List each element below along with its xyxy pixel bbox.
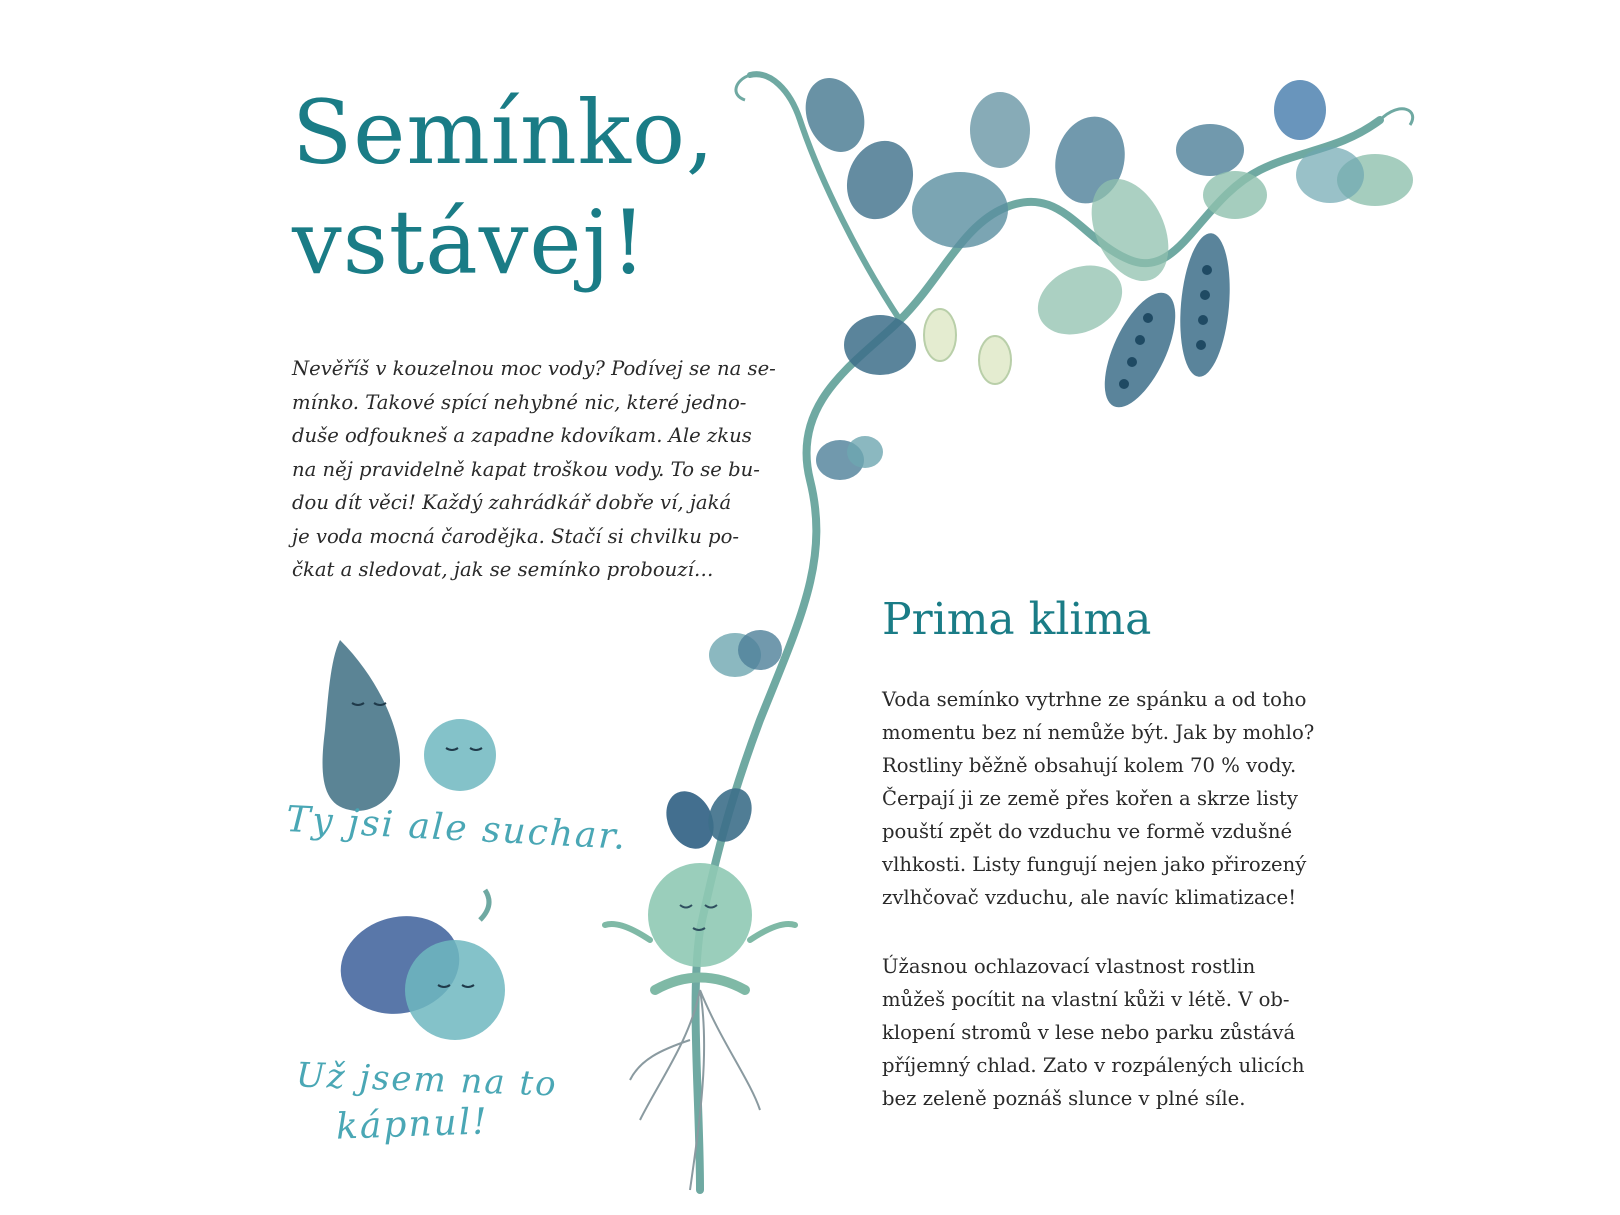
seed-character-sprouted	[405, 890, 505, 1040]
handwritten-caption: Už jsem na to	[295, 1055, 559, 1105]
body-paragraph	[882, 950, 1362, 1115]
intro-paragraph	[292, 352, 776, 587]
leaf	[847, 436, 883, 468]
paragraph-line: klopení stromů v lese nebo parku zůstává	[882, 1021, 1296, 1044]
paragraph-line: Voda semínko vytrhne ze spánku a od toho	[882, 688, 1307, 711]
page-title-line: vstávej!	[292, 191, 648, 294]
paragraph-line: momentu bez ní nemůže být. Jak by mohlo?	[882, 721, 1315, 744]
handwritten-caption: Ty jsi ale suchar.	[285, 799, 629, 858]
paragraph-line: můžeš pocítit na vlastní kůži v létě. V ob-	[882, 988, 1290, 1011]
page-title	[292, 78, 792, 298]
leaf	[844, 315, 916, 375]
paragraph-line: bez zeleně poznáš slunce v plné síle.	[882, 1087, 1246, 1110]
intro-line: Nevěříš v kouzelnou moc vody? Podívej se na se-	[292, 357, 776, 380]
pea-flower	[979, 336, 1011, 384]
paragraph-line: Rostliny běžně obsahují kolem 70 % vody.	[882, 754, 1297, 777]
seed-character-drop	[323, 640, 400, 811]
seed-character-round	[424, 719, 496, 791]
paragraph-line: příjemný chlad. Zato v rozpálených ulicích	[882, 1054, 1305, 1077]
intro-line: na něj pravidelně kapat troškou vody. To se bu-	[292, 457, 760, 481]
intro-line: mínko. Takové spící nehybné nic, které jedno-	[292, 390, 747, 414]
paragraph-line: vlhkosti. Listy fungují nejen jako přirozený	[882, 853, 1307, 876]
page-title-line: Semínko,	[292, 81, 715, 184]
pea-flower	[924, 309, 956, 361]
intro-line: je voda mocná čarodějka. Stačí si chvilku po-	[292, 524, 740, 548]
paragraph-line: Čerpají ji ze země přes kořen a skrze listy	[882, 787, 1298, 810]
pea-pod	[1175, 231, 1235, 379]
leaf	[970, 92, 1030, 168]
paragraph-line: Úžasnou ochlazovací vlastnost rostlin	[882, 955, 1256, 978]
leaf	[738, 630, 782, 670]
leaf	[912, 172, 1008, 248]
paragraph-line: zvlhčovač vzduchu, ale navíc klimatizace!	[882, 886, 1297, 909]
section-heading: Prima klima	[882, 594, 1152, 645]
plant-tendril	[1380, 109, 1413, 125]
leaf	[1176, 124, 1244, 176]
intro-line: čkat a sledovat, jak se semínko probouzí…	[292, 558, 714, 581]
leaf	[1203, 171, 1267, 219]
handwritten-caption: kápnul!	[335, 1101, 490, 1148]
leaf	[1296, 147, 1364, 203]
intro-line: duše odfoukneš a zapadne kdovíkam. Ale zkus	[292, 424, 752, 447]
paragraph-line: pouští zpět do vzduchu ve formě vzdušné	[882, 820, 1293, 843]
seed-character-small	[1274, 80, 1326, 140]
intro-line: dou dít věci! Každý zahrádkář dobře ví, jaká	[292, 491, 732, 514]
body-paragraph	[882, 683, 1362, 914]
